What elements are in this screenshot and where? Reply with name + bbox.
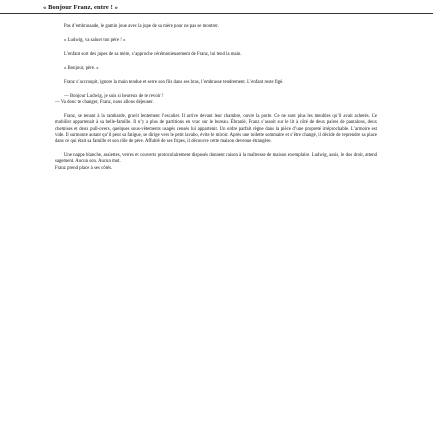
paragraph: « Bonjour, père. » — [64, 65, 99, 71]
paragraph: « Ludwig, va saluer ton père ! » — [64, 37, 126, 43]
paragraph: Franz s’accroupit, ignore la main tendue et serre son fils dans ses bras, l’embrasse tendrement. L’enfant reste figé. — [64, 80, 284, 86]
header-rule — [0, 13, 433, 14]
paragraph: — Bonjour Ludwig, je suis si heureux de te revoir ! — Va donc te changer, Franz, nous allons déjeuner. — [55, 93, 164, 106]
paragraph: Pas d’embrassade, le gamin joue avec la jupe de sa mère pour ne pas se montrer. — [64, 24, 219, 29]
page-body — [0, 24, 433, 172]
paragraph: L’enfant sort des jupes de sa mère, s’approche cérémonieusement de Franz, lui tend la main. — [64, 52, 242, 58]
running-header: « Bonjour Franz, entre ! » — [43, 4, 118, 11]
paragraph: Une nappe blanche, assiettes, verres et couverts protocolairement disposés donnent raison à la maîtresse de maison exemplaire. Ludwig, assis, le dos droit, attend sagement. Aucun son. Aucun mot. Franz prend place à ses côtés. — [55, 153, 377, 171]
paragraph: Franz, se tenant à la rambarde, gravit lentement l’escalier. Il arrive devant leur chambre, ouvre la porte. Ce ne sont plus les meubles qu’il avait achetés. Ce mobilier appartenait à sa belle-famille. Il n’y a plus de partitions en vrac sur le bureau. Ébranlé, Franz s’assoit sur le lit à côté de deux paires de pantalons, deux chemises et deux pull-overs, quelques sous-vêtements usagés censés lui appartenir. Un ordre parfait règne dans la pièce d’une propreté irréprochable. L’armoire est vide. Il surmonte autant qu’il peut sa fatigue, se dirige vers le petit lavabo, évite le miroir. Après une toilette sommaire et s’être changé, il décide de reprendre sa place dans ce qui était sa famille et son rôle de père. Affublé de ses fripes, il découvre cette maison devenue étrangère. — [55, 114, 377, 145]
